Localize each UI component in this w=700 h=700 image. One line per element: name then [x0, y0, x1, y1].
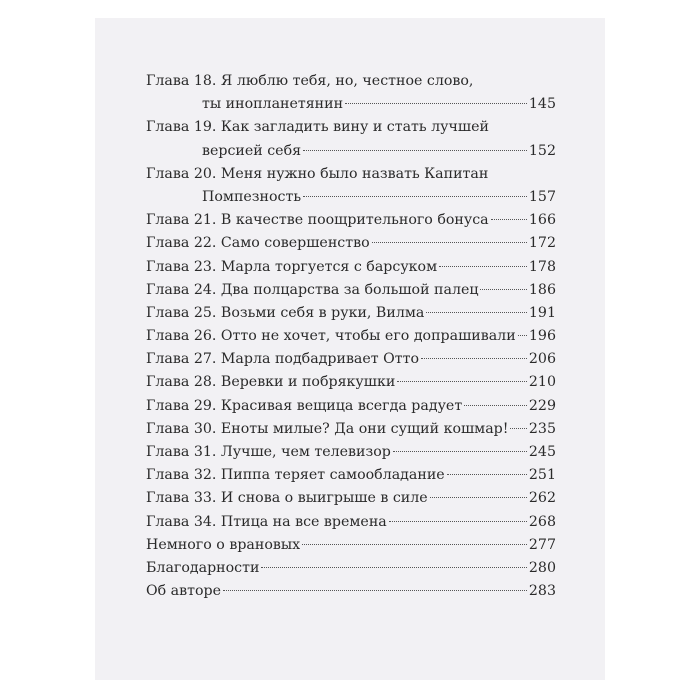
toc-title: Глава 20. Меня нужно было назвать Капитан	[146, 165, 489, 182]
toc-title: Глава 21. В качестве поощрительного бонуса	[146, 212, 489, 229]
toc-entry	[146, 395, 556, 418]
toc-line	[146, 580, 556, 603]
page-number: 245	[528, 444, 556, 460]
toc-entry	[146, 418, 556, 441]
page-number: 172	[528, 235, 556, 252]
toc-line	[146, 70, 556, 93]
toc-entry	[146, 232, 556, 255]
toc-line	[146, 232, 556, 255]
toc-line	[146, 279, 556, 302]
page-number: 145	[528, 96, 556, 113]
toc-title: Глава 29. Красивая вещица всегда радует	[146, 397, 463, 414]
toc-title: ты инопланетянин	[202, 96, 344, 113]
leader-dots	[491, 219, 527, 220]
toc-line	[146, 418, 556, 441]
toc-line	[146, 116, 556, 139]
table-of-contents	[146, 70, 556, 603]
toc-line	[146, 534, 556, 557]
leader-dots	[397, 381, 527, 382]
toc-title: Глава 24. Два полцарства за большой палец	[146, 281, 479, 298]
page-number: 206	[528, 351, 556, 368]
page-number: 186	[528, 281, 556, 298]
toc-title: Помпезность	[202, 188, 302, 205]
leader-dots	[421, 358, 527, 359]
toc-line	[146, 209, 556, 232]
page-number: 268	[528, 513, 556, 530]
toc-title: Глава 22. Само совершенство	[146, 235, 370, 252]
toc-title: Глава 32. Пиппа теряет самообладание	[146, 467, 445, 484]
page-number: 280	[528, 559, 556, 576]
toc-line	[146, 464, 556, 487]
toc-title: Глава 23. Марла торгуется с барсуком	[146, 258, 438, 275]
toc-entry	[146, 256, 556, 279]
toc-entry	[146, 557, 556, 580]
page-number: 262	[528, 490, 556, 507]
toc-entry	[146, 534, 556, 557]
toc-line	[146, 395, 556, 418]
page-number: 251	[528, 467, 556, 484]
toc-line	[146, 302, 556, 325]
toc-title: Глава 18. Я люблю тебя, но, честное слово,	[146, 73, 474, 89]
toc-line	[146, 348, 556, 371]
page-number: 166	[528, 212, 556, 229]
toc-title: Глава 34. Птица на все времена	[146, 513, 387, 530]
toc-title: Глава 28. Веревки и побрякушки	[146, 374, 396, 391]
page-number: 196	[528, 328, 556, 345]
toc-title: Глава 25. Возьми себя в руки, Вилма	[146, 304, 425, 321]
toc-title: версией себя	[202, 142, 302, 159]
toc-line	[146, 256, 556, 279]
toc-title: Глава 19. Как загладить вину и стать лучшей	[146, 119, 489, 136]
leader-dots	[389, 521, 527, 522]
toc-line	[146, 186, 556, 209]
leader-dots	[430, 497, 527, 498]
leader-dots	[223, 590, 527, 591]
leader-dots	[510, 428, 526, 429]
leader-dots	[393, 451, 527, 452]
page-number: 283	[528, 583, 556, 600]
page-number: 191	[528, 304, 556, 321]
toc-entry	[146, 279, 556, 302]
leader-dots	[426, 312, 527, 313]
toc-line	[146, 93, 556, 116]
toc-entry	[146, 70, 556, 116]
toc-title: Об авторе	[146, 583, 221, 600]
toc-entry	[146, 325, 556, 348]
leader-dots	[303, 196, 527, 197]
toc-title: Глава 31. Лучше, чем телевизор	[146, 444, 391, 460]
toc-line	[146, 325, 556, 348]
toc-title: Глава 27. Марла подбадривает Отто	[146, 351, 420, 368]
toc-entry	[146, 209, 556, 232]
leader-dots	[261, 567, 527, 568]
toc-line	[146, 140, 556, 163]
leader-dots	[439, 266, 527, 267]
page-number: 178	[528, 258, 556, 275]
toc-line	[146, 487, 556, 510]
toc-entry	[146, 302, 556, 325]
leader-dots	[372, 242, 527, 243]
page-number: 277	[528, 536, 556, 553]
toc-title: Глава 33. И снова о выигрыше в силе	[146, 490, 428, 507]
toc-line	[146, 441, 556, 464]
page-number: 152	[528, 142, 556, 159]
leader-dots	[480, 289, 526, 290]
toc-entry	[146, 580, 556, 603]
toc-title: Благодарности	[146, 559, 260, 576]
leader-dots	[518, 335, 527, 336]
toc-entry	[146, 441, 556, 464]
toc-entry	[146, 348, 556, 371]
leader-dots	[464, 405, 527, 406]
toc-title: Глава 26. Отто не хочет, чтобы его допрашивали	[146, 328, 516, 345]
toc-entry	[146, 163, 556, 209]
toc-line	[146, 511, 556, 534]
toc-entry	[146, 487, 556, 510]
toc-line	[146, 371, 556, 394]
page-number: 210	[528, 374, 556, 391]
leader-dots	[345, 103, 527, 104]
toc-entry	[146, 371, 556, 394]
toc-title: Немного о врановых	[146, 536, 301, 553]
toc-entry	[146, 116, 556, 162]
toc-line	[146, 163, 556, 186]
toc-line	[146, 557, 556, 580]
leader-dots	[303, 150, 527, 151]
leader-dots	[447, 474, 527, 475]
toc-entry	[146, 464, 556, 487]
page-number: 229	[528, 397, 556, 414]
leader-dots	[302, 544, 527, 545]
toc-entry	[146, 511, 556, 534]
page-number: 157	[528, 188, 556, 205]
page-number: 235	[528, 420, 556, 437]
toc-title: Глава 30. Еноты милые? Да они сущий кошмар!	[146, 420, 509, 437]
